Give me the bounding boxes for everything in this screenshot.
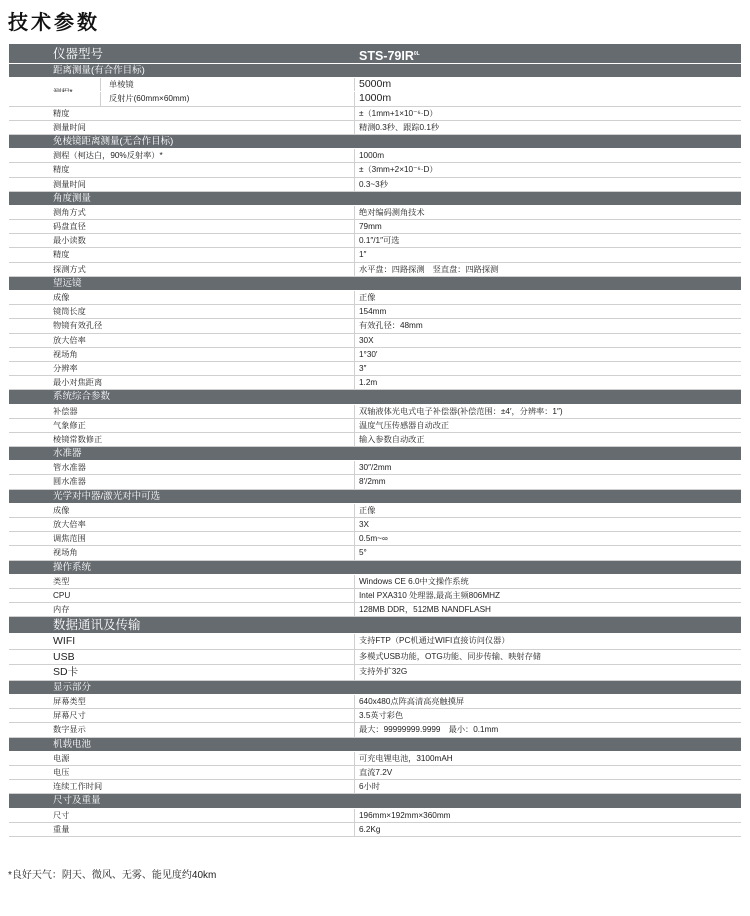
table-row [9,419,741,433]
row-value: 1000m [359,151,385,161]
table-row [9,376,741,390]
row-value: 3.5英寸彩色 [359,711,404,721]
row-label: 测角方式 [53,207,86,217]
row-value: 0.1″/1″可选 [359,236,400,246]
row-label: 精度 [53,250,70,260]
row-value: 精测0.3秒、跟踪0.1秒 [359,122,440,132]
section-title: 操作系统 [53,561,92,573]
table-row [9,589,741,603]
table-row [9,220,741,234]
table-row [9,650,741,666]
row-value: 1.2m [359,378,378,388]
row-label: 棱镜常数修正 [53,434,103,444]
table-row [9,319,741,333]
row-value: 支持外扩32G [359,667,408,677]
section-title: 机载电池 [53,738,92,750]
table-header-row [9,44,741,64]
row-value: 绝对编码测角技术 [359,207,425,217]
row-value: 0.5m~∞ [359,534,388,544]
section-title: 光学对中器/激光对中可选 [53,490,161,502]
row-label: 屏幕尺寸 [53,711,86,721]
row-value: 有效孔径：48mm [359,321,423,331]
model-name: STS-79IR [359,49,414,64]
row-label: 成像 [53,293,70,302]
row-value: 1000m [359,92,392,105]
row-label: 放大倍率 [53,520,86,529]
row-label: 类型 [53,576,70,586]
table-row [9,475,741,489]
row-value: Windows CE 6.0中文操作系统 [359,576,469,586]
section-title: 尺寸及重量 [53,795,101,807]
row-label: 探测方式 [53,264,86,274]
row-value: 正像 [359,293,376,302]
footnote: *良好天气：阴天、微风、无雾、能见度约40km [8,870,217,881]
section-title: 距离测量(有合作目标) [53,65,145,76]
header-label: 仪器型号 [53,47,104,61]
table-row [9,362,741,376]
section-header [9,64,741,78]
row-label: 测量时间 [53,122,86,132]
row-value: 5° [359,548,367,558]
table-row [9,348,741,362]
sub-label: 反射片(60mm×60mm) [109,94,190,104]
row-label: 最小读数 [53,236,86,246]
row-value: 双轴液体光电式电子补偿器(补偿范围：±4′，分辨率：1″) [359,406,563,416]
row-label: 成像 [53,505,70,515]
row-label: 圆水准器 [53,477,86,487]
row-label: 连续工作时间 [53,782,103,792]
row-label: USB [53,650,75,663]
table-row [9,78,741,92]
section-title: 水准器 [53,448,82,460]
table-row [9,518,741,532]
row-label: 电压 [53,767,70,777]
row-value: 可充电锂电池，3100mAH [359,753,453,763]
row-value: 8′/2mm [359,477,386,487]
table-row [9,780,741,794]
table-row [9,575,741,589]
row-value: 0.3~3秒 [359,179,388,189]
row-label: 数字显示 [53,725,86,735]
row-value: 6.2Kg [359,824,381,834]
table-row [9,291,741,305]
section-header [9,490,741,504]
row-value: 温度气压传感器自动改正 [359,420,450,430]
row-label: 补偿器 [53,406,78,416]
row-label: 电源 [53,753,70,763]
row-label: 分辨率 [53,363,78,373]
table-row [9,546,741,560]
row-value: 640x480点阵高清高亮触摸屏 [359,697,465,706]
table-row [9,709,741,723]
table-row [9,504,741,518]
row-label: 码盘直径 [53,222,86,232]
table-row [9,809,741,823]
table-row [9,263,741,277]
table-row [9,92,741,106]
row-label: 测量时间 [53,179,86,189]
table-row [9,121,741,135]
row-value: 正像 [359,505,376,515]
table-row [9,665,741,681]
row-value: 79mm [359,222,382,232]
row-label: 尺寸 [53,810,70,820]
row-value: ±（3mm+2×10⁻⁶·D） [359,165,438,175]
row-label: 最小对焦距离 [53,378,103,388]
row-value: ±（1mm+1×10⁻⁶·D） [359,108,438,118]
table-row [9,178,741,192]
row-label: 管水准器 [53,463,86,473]
table-row [9,163,741,177]
table-row [9,823,741,837]
row-label: CPU [53,590,71,600]
row-value: 30″/2mm [359,463,392,473]
row-label: 精度 [53,165,70,175]
row-label: 内存 [53,605,70,615]
table-row [9,752,741,766]
section-header [9,738,741,752]
table-row [9,234,741,248]
row-value: 5000m [359,78,392,91]
row-label: 气象修正 [53,420,86,430]
row-label: SD卡 [53,666,79,679]
row-label: 测程（柯达白，90%反射率）* [53,151,163,161]
row-value: 3″ [359,363,367,373]
section-title: 系统综合参数 [53,391,111,403]
row-value: 196mm×192mm×360mm [359,810,451,820]
table-row [9,766,741,780]
table-row [9,723,741,737]
row-value: 3X [359,520,370,529]
table-row [9,206,741,220]
table-row [9,334,741,348]
row-value: 直流7.2V [359,767,393,777]
table-row [9,603,741,617]
sub-label: 单棱镜 [109,80,134,90]
row-value: 输入参数自动改正 [359,434,425,444]
row-label: 物镜有效孔径 [53,321,103,331]
table-row [9,695,741,709]
row-value: 1°30′ [359,349,378,359]
row-value: 154mm [359,307,387,317]
page-title: 技术参数 [8,10,100,34]
row-value: 6小时 [359,782,380,792]
row-label: 视场角 [53,548,78,558]
table-row [9,149,741,163]
section-header [9,390,741,404]
row-value: 多模式USB功能，OTG功能、同步传输、映射存储 [359,651,541,661]
table-row [9,532,741,546]
table-row [9,248,741,262]
row-value: 1″ [359,250,367,260]
spec-table [9,44,741,837]
table-row [9,107,741,121]
row-label: WIFI [53,635,76,648]
row-value: Intel PXA310 处理器,最高主频806MHZ [359,590,501,600]
section-title: 角度测量 [53,192,92,204]
section-header [9,617,741,634]
row-value: 最大：99999999.9999 最小：0.1mm [359,725,499,735]
section-header [9,277,741,291]
model-suffix: 0L [413,51,420,57]
header-model [359,44,420,66]
section-header [9,681,741,695]
section-title: 数据通讯及传输 [53,618,141,633]
section-title: 免棱镜距离测量(无合作目标) [53,135,174,147]
row-value: 水平盘：四路探测 竖直盘：四路探测 [359,264,499,274]
table-row [9,405,741,419]
row-value: 128MB DDR，512MB NANDFLASH [359,605,491,615]
table-row [9,305,741,319]
row-label: 放大倍率 [53,335,86,345]
row-label: 精度 [53,108,70,118]
table-row [9,461,741,475]
table-row [9,634,741,650]
section-header [9,447,741,461]
section-title: 望远镜 [53,277,82,289]
table-row [9,433,741,447]
section-header [9,135,741,149]
row-label: 调焦范围 [53,534,86,544]
section-header [9,794,741,808]
section-title: 显示部分 [53,681,92,693]
row-value: 30X [359,335,374,345]
section-header [9,192,741,206]
row-label: 屏幕类型 [53,697,86,706]
section-header [9,561,741,575]
row-label: 重量 [53,824,70,834]
row-value: 支持FTP（PC机通过WIFI直接访问仪器） [359,636,510,646]
row-label: 镜筒长度 [53,307,86,317]
row-label: 视场角 [53,349,78,359]
